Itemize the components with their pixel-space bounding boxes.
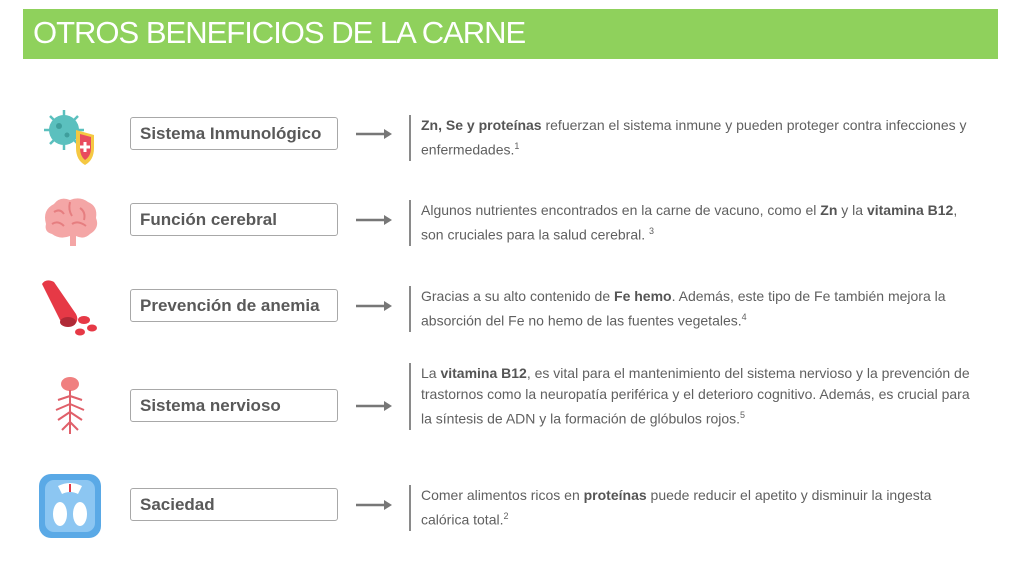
blood-vessel-icon: [36, 274, 104, 342]
desc-segment: Fe hemo: [614, 288, 672, 304]
scale-icon: [36, 472, 104, 540]
desc-segment: , es vital para el mantenimiento del sistema nervioso y la prevención de trastornos como la neuropatía periférica y el deterioro cognitivo. Además, es crucial para la síntesis de ADN y la formación de glóbulos rojos.: [421, 365, 970, 427]
desc-segment: 4: [741, 312, 747, 322]
virus-shield-icon: [36, 102, 104, 170]
desc-sistema-inmunologico: [409, 115, 981, 161]
desc-segment: Zn: [820, 202, 838, 218]
desc-segment: Algunos nutrientes encontrados en la carne de vacuno, como el: [421, 202, 821, 218]
desc-segment: 2: [503, 511, 509, 521]
desc-segment: La: [421, 365, 441, 381]
desc-segment: 1: [514, 141, 520, 151]
desc-segment: Gracias a su alto contenido de: [421, 288, 615, 304]
desc-segment: proteínas: [583, 487, 647, 503]
desc-segment: vitamina B12: [866, 202, 954, 218]
desc-segment: , son cruciales para la salud cerebral.: [421, 202, 958, 243]
desc-segment: Zn, Se y proteínas: [421, 117, 542, 133]
desc-segment: vitamina B12: [440, 365, 527, 381]
title-banner: [23, 9, 998, 59]
desc-segment: Comer alimentos ricos en: [421, 487, 584, 503]
desc-segment: 5: [740, 410, 746, 420]
desc-sistema-nervioso: [409, 363, 981, 430]
nervous-system-icon: [36, 372, 104, 440]
arrow-right-icon: [356, 128, 392, 140]
page-title: OTROS BENEFICIOS DE LA CARNE: [33, 15, 526, 50]
desc-segment: refuerzan el sistema inmune y pueden proteger contra infecciones y enfermedades.: [421, 117, 967, 158]
label-sistema-nervioso: Sistema nervioso: [130, 389, 338, 422]
arrow-right-icon: [356, 300, 392, 312]
brain-icon: [36, 188, 104, 256]
arrow-right-icon: [356, 400, 392, 412]
desc-prevencion-anemia: [409, 286, 981, 332]
label-prevencion-anemia: Prevención de anemia: [130, 289, 338, 322]
desc-segment: . Además, este tipo de Fe también mejora la absorción del Fe no hemo de las fuentes vegetales.: [421, 288, 946, 329]
desc-segment: 3: [649, 226, 655, 236]
desc-funcion-cerebral: [409, 200, 981, 246]
desc-segment: y la: [837, 202, 867, 218]
arrow-right-icon: [356, 214, 392, 226]
desc-segment: puede reducir el apetito y disminuir la ingesta calórica total.: [421, 487, 932, 528]
label-sistema-inmunologico: Sistema Inmunológico: [130, 117, 338, 150]
arrow-right-icon: [356, 499, 392, 511]
label-funcion-cerebral: Función cerebral: [130, 203, 338, 236]
label-saciedad: Saciedad: [130, 488, 338, 521]
desc-saciedad: [409, 485, 981, 531]
